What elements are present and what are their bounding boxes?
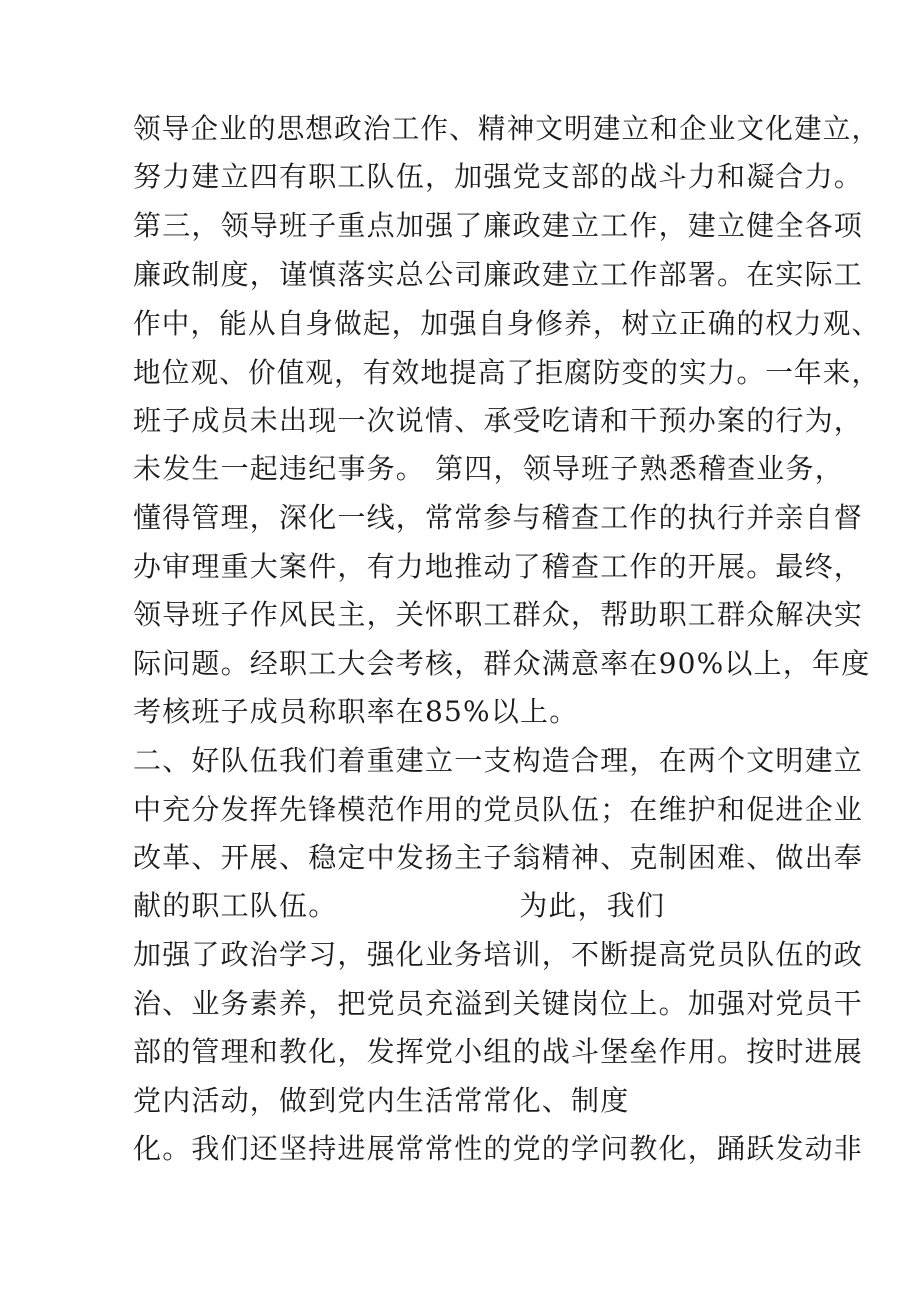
text-line: 第三，领导班子重点加强了廉政建立工作，建立健全各项 xyxy=(133,209,864,242)
text-line: 党内活动，做到党内生活常常化、制度 xyxy=(133,1084,630,1117)
text-line: 际问题。经职工大会考核，群众满意率在90%以上，年度 xyxy=(133,647,871,680)
text-line: 领导企业的思想政治工作、精神文明建立和企业文化建立， xyxy=(133,112,881,145)
text-line: 懂得管理，深化一线，常常参与稽查工作的执行并亲自督 xyxy=(133,501,864,534)
text-line: 地位观、价值观，有效地提高了拒腐防变的实力。一年来， xyxy=(133,356,881,389)
text-line: 改革、开展、稳定中发扬主子翁精神、克制困难、做出奉 xyxy=(133,841,864,874)
text-line: 献的职工队伍。 为此，我们 xyxy=(133,889,666,922)
text-line: 办审理重大案件，有力地推动了稽查工作的开展。最终， xyxy=(133,550,864,583)
text-line: 二、好队伍我们着重建立一支构造合理，在两个文明建立 xyxy=(133,744,864,777)
text-line: 化。我们还坚持进展常常性的党的学问教化，踊跃发动非 xyxy=(133,1132,864,1165)
text-line: 努力建立四有职工队伍，加强党支部的战斗力和凝合力。 xyxy=(133,160,864,193)
text-line: 未发生一起违纪事务。 第四，领导班子熟悉稽查业务， xyxy=(133,452,844,485)
text-line: 部的管理和教化，发挥党小组的战斗堡垒作用。按时进展 xyxy=(133,1035,864,1068)
text-line: 班子成员未出现一次说情、承受吃请和干预办案的行为， xyxy=(133,404,864,437)
text-line: 领导班子作风民主，关怀职工群众，帮助职工群众解决实 xyxy=(133,598,864,631)
text-line: 作中，能从自身做起，加强自身修养，树立正确的权力观、 xyxy=(133,307,881,340)
text-line: 廉政制度，谨慎落实总公司廉政建立工作部署。在实际工 xyxy=(133,258,864,291)
text-line: 考核班子成员称职率在85%以上。 xyxy=(133,695,579,728)
text-line: 治、业务素养，把党员充溢到关键岗位上。加强对党员干 xyxy=(133,987,864,1020)
text-line: 中充分发挥先锋模范作用的党员队伍；在维护和促进企业 xyxy=(133,793,864,826)
text-line: 加强了政治学习，强化业务培训，不断提高党员队伍的政 xyxy=(133,938,864,971)
